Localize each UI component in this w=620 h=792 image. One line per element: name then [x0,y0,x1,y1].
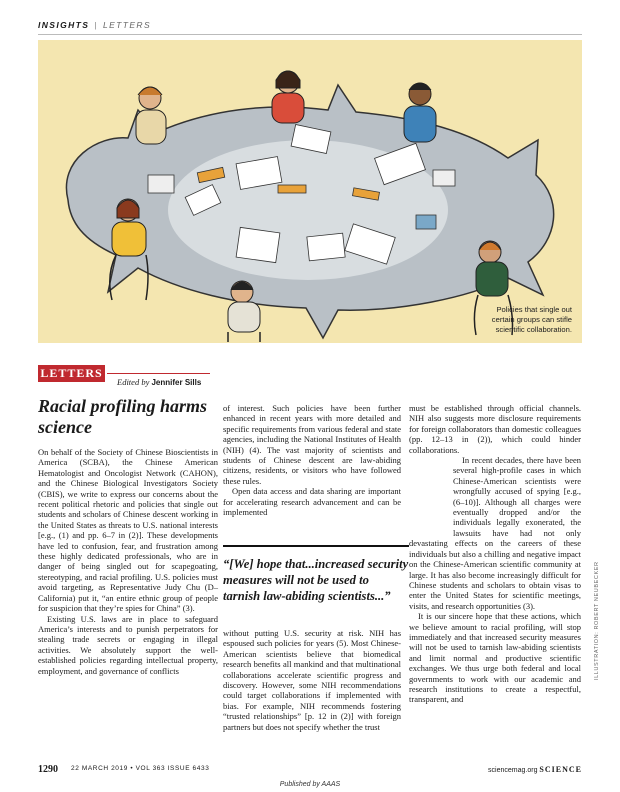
journal-site [488,765,582,774]
banner-rule [107,373,210,374]
journal-name: SCIENCE [539,765,582,774]
article-title: Racial profiling harms science [38,396,208,437]
text-wrap-spacer [409,455,453,531]
illustration-caption: Policies that single out certain groups can stifle scientific collaboration. [491,305,572,334]
subsection-label: LETTERS [102,20,152,30]
article-column-1 [38,447,218,676]
paragraph: without putting U.S. security at risk. NIH has espoused such policies for years (5). Most Chinese-American scientists believe that biomedical research benefits all mankind and that multinational collaborations accelerate scientific progress and discovery. However, some NIH recommendations could target collaborations if implemented with bias. For example, NIH recommends fostering “trusted relationships” [p. 12 in (2)] with foreign partners but does not specify whether the trust [223,628,401,732]
paragraph: Existing U.S. laws are in place to safeguard America’s interests and to punish perpetrators for stealing trade secrets or engaging in illegal activities. We absolutely support the well-established policies regarding intellectual property, employment, and governance of conflicts [38,613,218,676]
article-column-3 [409,403,581,705]
illustration [38,40,582,343]
paragraph: must be established through official channels. NIH also suggests more disclosure requirements for foreign collaborators than domestic colleagues (pp. 12–13 in (2)), which could hinder collaborations. [409,403,581,455]
header-rule [38,34,582,35]
editor-prefix: Edited by [117,377,150,387]
article-column-2-bottom [223,628,401,732]
illustration-credit: ILLUSTRATION: ROBERT NEUBECKER [594,561,600,680]
section-label: INSIGHTS [38,20,90,30]
pull-quote-rule [223,545,409,547]
article-column-2-top [223,403,401,517]
illustration-drawing [38,40,582,343]
header-separator: | [94,20,98,30]
paragraph-wrap [409,455,581,611]
published-by: Published by AAAS [279,781,341,788]
editor-name: Jennifer Sills [151,378,202,387]
paragraph: It is our sincere hope that these actions, which we believe amount to racial profiling, will stop immediately and that increased security measures will not be used to tarnish law-abiding scientists and limit normal and productive scientific exchanges. We thus urge both federal and local governments to work with our academic and research institutions to create a respectful, transparent, and [409,611,581,705]
pull-quote-text: “[We] hope that...increased security measures will not be used to tarnish law-abiding scientists...” [223,557,409,603]
paragraph: In recent decades, there have been several high-profile cases in which Chinese-American scientists were wrongfully accused of spying [e.g., (6–10)]. Although all charges were eventually dropped and/or the individuals legally exonerated, the lawsuits have had not only devastating effects on the careers of these individuals but also a chilling and negative impact on the Chinese-American scientific community at large. It has also become increasingly difficult for Chinese students and scholars to obtain visas to enter the United States for scientific meetings, visits, and research opportunities (3). [409,455,581,611]
paragraph: Open data access and data sharing are important for accelerating research advancement and can be implemented [223,486,401,518]
site-url: sciencemag.org [488,767,538,774]
paragraph: On behalf of the Society of Chinese Bioscientists in America (SCBA), the Chinese American Hematologist and Oncologist Network (CAHON), and the Chinese Biological Investigators Society (CBIS), we write to express our concerns about the recent political rhetoric and policies that single out students and scholars of Chinese descent working in the United States as threats to U.S. national interests [e.g., (1) and pp. 6–7 in (2)]. These developments have led to confusion, fear, and frustration among these highly dedicated professionals, who are in danger of being singled out for scapegoating, stereotyping, and racial profiling. U.S. policies must avoid targeting, as Representative Judy Chu (D–California) put it, “an entire ethnic group of people for suspicion that they’re spies for China” (3). [38,447,218,614]
paragraph: of interest. Such policies have been further enhanced in recent years with more detailed and specific requirements from various federal and state agencies, including the National Institutes of Health (NIH) (4). The vast majority of scientists and students of Chinese descent are law-abiding citizens, residents, or visitors who have followed these rules. [223,403,401,486]
issue-date: 22 MARCH 2019 • VOL 363 ISSUE 6433 [71,765,210,772]
section-header [38,20,151,30]
page-number: 1290 [38,764,58,775]
editor-credit [117,377,201,387]
pull-quote [223,545,409,604]
letters-banner: LETTERS [38,365,105,382]
